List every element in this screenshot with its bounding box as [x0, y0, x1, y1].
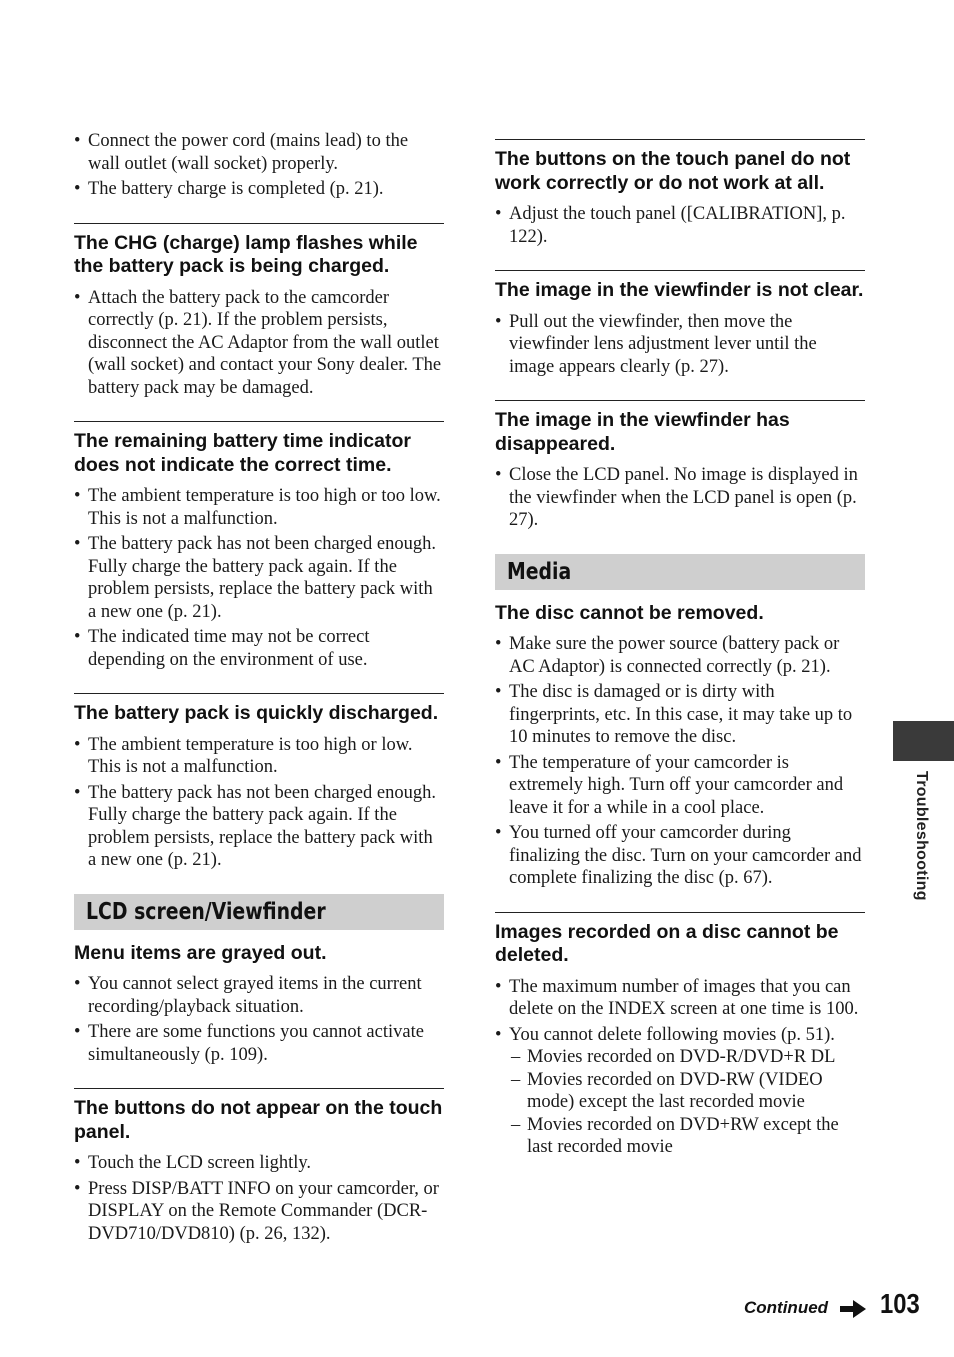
continued-label: Continued — [744, 1298, 829, 1317]
list-item: • There are some functions you cannot activate simultaneously (p. 109). — [74, 1021, 444, 1066]
section-heading: The CHG (charge) lamp flashes while the battery pack is being charged. — [74, 231, 418, 277]
banner-title: Media — [507, 558, 572, 585]
section-heading: The buttons on the touch panel do not work correctly or do not work at all. — [495, 148, 851, 194]
left-column — [74, 130, 444, 1248]
section-heading: The buttons do not appear on the touch panel. — [74, 1097, 443, 1143]
list-item: • The battery pack has not been charged enough. Fully charge the battery pack again. If the problem persists, replace the battery pack with a new one (p. 21). — [74, 782, 444, 872]
section-heading: The image in the viewfinder has disappeared. — [495, 409, 790, 455]
sub-list-item: – Movies recorded on DVD+RW except the last recorded movie — [511, 1114, 865, 1159]
list-item: • Touch the LCD screen lightly. — [74, 1152, 444, 1175]
side-chapter-label: Troubleshooting — [913, 771, 930, 901]
list-item: • You cannot delete following movies (p. 51). — [495, 1024, 865, 1047]
sub-list-item: – Movies recorded on DVD-R/DVD+R DL — [511, 1046, 865, 1069]
page-number: 103 — [880, 1288, 920, 1319]
list-item: • You turned off your camcorder during finalizing the disc. Turn on your camcorder and complete finalizing the disc (p. 67). — [495, 822, 865, 890]
sub-list-item: – Movies recorded on DVD-RW (VIDEO mode) except the last recorded movie — [511, 1069, 865, 1114]
list-item: • The temperature of your camcorder is extremely high. Turn off your camcorder and leave it for a while in a cool place. — [495, 752, 865, 820]
banner-title: LCD screen/Viewfinder — [86, 898, 326, 925]
viewfinder-disappeared-section — [495, 400, 865, 532]
list-item: • Make sure the power source (battery pack or AC Adaptor) is connected correctly (p. 21). — [495, 633, 865, 678]
list-item: • The battery charge is completed (p. 21). — [74, 178, 444, 201]
list-item: • Pull out the viewfinder, then move the viewfinder lens adjustment lever until the image appears clearly (p. 27). — [495, 311, 865, 379]
media-banner — [495, 554, 865, 590]
disc-removal-section — [495, 602, 865, 890]
sub-list — [495, 1046, 865, 1159]
chg-lamp-section — [74, 223, 444, 400]
list-item: • The ambient temperature is too high or low. This is not a malfunction. — [74, 734, 444, 779]
menu-grayed-section — [74, 942, 444, 1067]
section-heading: The image in the viewfinder is not clear. — [495, 279, 864, 301]
viewfinder-not-clear-section — [495, 270, 865, 378]
list-item: • Attach the battery pack to the camcorder correctly (p. 21). If the problem persists, disconnect the AC Adaptor from the wall outlet (wall socket) and contact your Sony dealer. The battery pack may be damaged. — [74, 287, 444, 400]
list-item: • The indicated time may not be correct depending on the environment of use. — [74, 626, 444, 671]
chapter-tab — [893, 721, 954, 761]
quick-discharge-section — [74, 693, 444, 872]
remaining-time-section — [74, 421, 444, 671]
list-item: • Adjust the touch panel ([CALIBRATION], p. 122). — [495, 203, 865, 248]
section-heading: Menu items are grayed out. — [74, 941, 327, 964]
touch-panel-section — [495, 139, 865, 248]
lcd-viewfinder-banner — [74, 894, 444, 930]
list-item: • The disc is damaged or is dirty with fingerprints, etc. In this case, it may take up to 10 minutes to remove the disc. — [495, 681, 865, 749]
list-item: • Close the LCD panel. No image is displayed in the viewfinder when the LCD panel is open (p. 27). — [495, 464, 865, 532]
list-item: • The battery pack has not been charged enough. Fully charge the battery pack again. If the problem persists, replace the battery pack with a new one (p. 21). — [74, 533, 444, 623]
list-item: • You cannot select grayed items in the current recording/playback situation. — [74, 973, 444, 1018]
section-heading: The battery pack is quickly discharged. — [74, 702, 439, 724]
section-heading: The disc cannot be removed. — [495, 601, 764, 624]
arrow-right-icon — [840, 1300, 866, 1318]
list-item: • Press DISP/BATT INFO on your camcorder, or DISPLAY on the Remote Commander (DCR-DVD710/DVD810) (p. 26, 132). — [74, 1178, 444, 1246]
list-item: • The maximum number of images that you can delete on the INDEX screen at one time is 100. — [495, 976, 865, 1021]
buttons-not-appear-section — [74, 1088, 444, 1245]
section-heading: The remaining battery time indicator does not indicate the correct time. — [74, 430, 411, 476]
intro-list — [74, 130, 444, 201]
right-column — [495, 130, 865, 1159]
section-heading: Images recorded on a disc cannot be deleted. — [495, 920, 839, 966]
cannot-delete-section — [495, 912, 865, 1159]
list-item: • The ambient temperature is too high or too low. This is not a malfunction. — [74, 485, 444, 530]
list-item: • Connect the power cord (mains lead) to the wall outlet (wall socket) properly. — [74, 130, 444, 175]
